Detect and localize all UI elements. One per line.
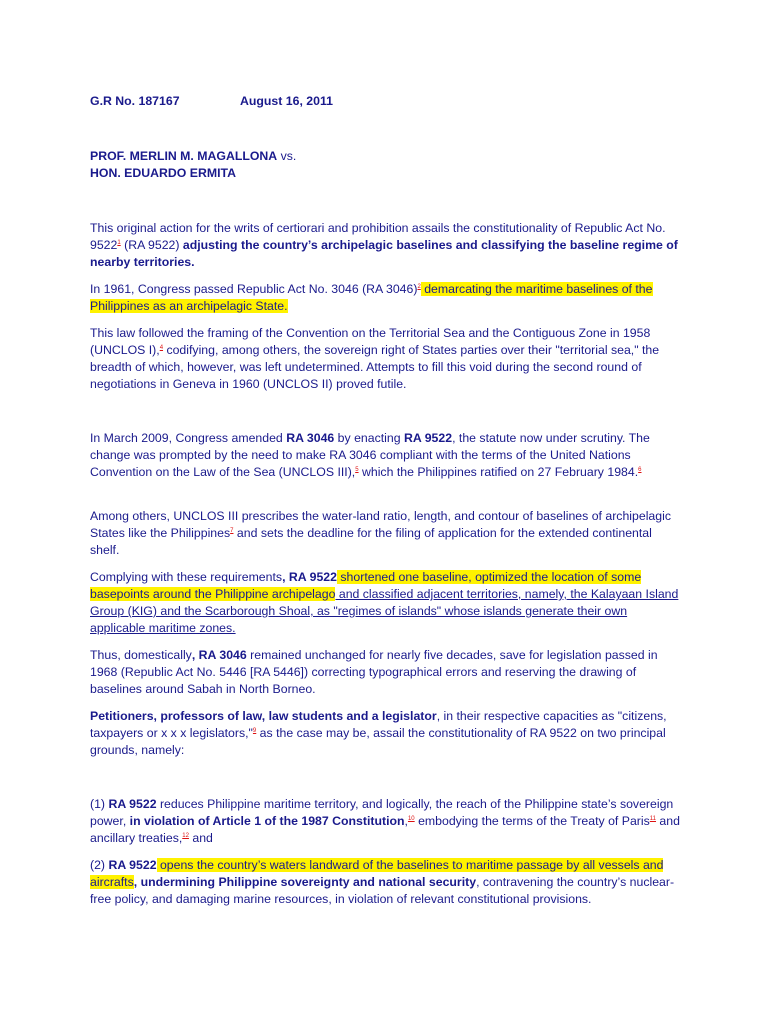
text: by enacting [334,431,404,445]
bold-text: in violation of Article 1 of the 1987 Constitution [129,814,405,828]
footnote-ref[interactable]: 2 [417,283,421,290]
versus-text: vs. [277,149,297,163]
paragraph-5 [90,508,680,559]
footnote-ref[interactable]: 11 [649,815,657,822]
paragraph-6 [90,569,680,637]
paragraph-10 [90,857,680,908]
paragraph-8 [90,708,680,759]
text: , [404,814,408,828]
text: (2) [90,858,109,872]
paragraph-7 [90,647,680,698]
text: Complying with these requirements [90,570,283,584]
respondent-name: HON. EDUARDO ERMITA [90,166,236,180]
text: remained unchanged for nearly five decades, save for legislation passed in 1968 (Republic Act No. 5446 [RA 5446]) correcting typographical errors and reserving the drawing of baselines around Sabah in North Borneo. [90,648,658,696]
footnote-ref[interactable]: 4 [159,344,164,351]
footnote-ref[interactable]: 1 [117,239,121,246]
underlined-text: and classified adjacent territories, namely, the Kalayaan Island Group (KIG) and the Scarborough Shoal, as "regimes of islands" whose islands generate their own applicable maritime zones. [90,587,679,635]
text: reduces Philippine maritime territory, and logically, the reach of the Philippine state’s sovereign power, [90,797,674,828]
text: Thus, domestically [90,648,192,662]
text: (RA 9522) [120,238,183,252]
bold-text: adjusting the country’s archipelagic baselines and classifying the baseline regime of nearby territories. [90,238,678,269]
text: , in their respective capacities as "citizens, taxpayers or x x x legislators," [90,709,667,740]
petitioner-name: PROF. MERLIN M. MAGALLONA [90,149,278,163]
text: This original action for the writs of certiorari and prohibition assails the constitutionality of Republic Act No. 9522 [90,221,666,252]
bold-text: , RA 9522 [282,570,337,584]
bold-text: , undermining Philippine sovereignty and national security [133,875,477,889]
gr-number: G.R No. 187167 [90,94,180,108]
highlighted-text: demarcating the maritime baselines of the Philippines as an archipelagic State. [90,282,653,313]
bold-text: RA 9522 [108,797,157,811]
bold-text: , RA 3046 [191,648,247,662]
footnote-ref[interactable]: 7 [230,527,234,534]
text: Among others, UNCLOS III prescribes the water-land ratio, length, and contour of baselines of archipelagic States like the Philippines [90,509,671,540]
bold-text: RA 9522 [404,431,453,445]
text: (1) [90,797,109,811]
text: embodying the terms of the Treaty of Paris [414,814,650,828]
paragraph-1 [90,220,680,271]
case-header [90,93,680,110]
text: and ancillary treaties, [90,814,680,845]
highlighted-text: opens the country’s waters landward of the baselines to maritime passage by all vessels and aircrafts [90,858,664,889]
text: This law followed the framing of the Convention on the Territorial Sea and the Contiguous Zone in 1958 (UNCLOS I), [90,326,651,357]
footnote-ref[interactable]: 12 [182,832,189,839]
text: as the case may be, assail the constitutionality of RA 9522 on two principal grounds, namely: [90,726,666,757]
text: which the Philippines ratified on 27 February 1984. [358,465,639,479]
paragraph-2 [90,281,680,315]
footnote-ref[interactable]: 5 [355,466,359,473]
paragraph-9 [90,796,680,847]
footnote-ref[interactable]: 9 [252,727,257,734]
text: codifying, among others, the sovereign right of States parties over their "territorial sea," the breadth of which, however, was left undetermined. Attempts to fill this void during the second round of negotiations in Geneva in 1960 (UNCLOS II) proved futile. [90,343,660,391]
footnote-ref[interactable]: 10 [407,815,415,822]
text: and sets the deadline for the filing of application for the extended continental shelf. [90,526,652,557]
text: In 1961, Congress passed Republic Act No. 3046 (RA 3046) [90,282,418,296]
paragraph-4 [90,430,680,481]
decision-date: August 16, 2011 [240,94,333,108]
paragraph-3 [90,325,680,393]
text: and [188,831,213,845]
bold-text: RA 3046 [286,431,335,445]
footnote-ref[interactable]: 6 [638,466,642,473]
text: , contravening the country’s nuclear-free policy, and damaging marine resources, in violation of relevant constitutional provisions. [90,875,675,906]
text: In March 2009, Congress amended [90,431,287,445]
bold-text: Petitioners, professors of law, law students and a legislator [90,709,437,723]
bold-text: RA 9522 [108,858,157,872]
case-parties [90,148,296,182]
text: , the statute now under scrutiny. The change was prompted by the need to make RA 3046 compliant with the terms of the United Nations Convention on the Law of the Sea (UNCLOS III), [90,431,650,479]
highlighted-text: shortened one baseline, optimized the location of some basepoints around the Philippine archipelago [90,570,642,601]
